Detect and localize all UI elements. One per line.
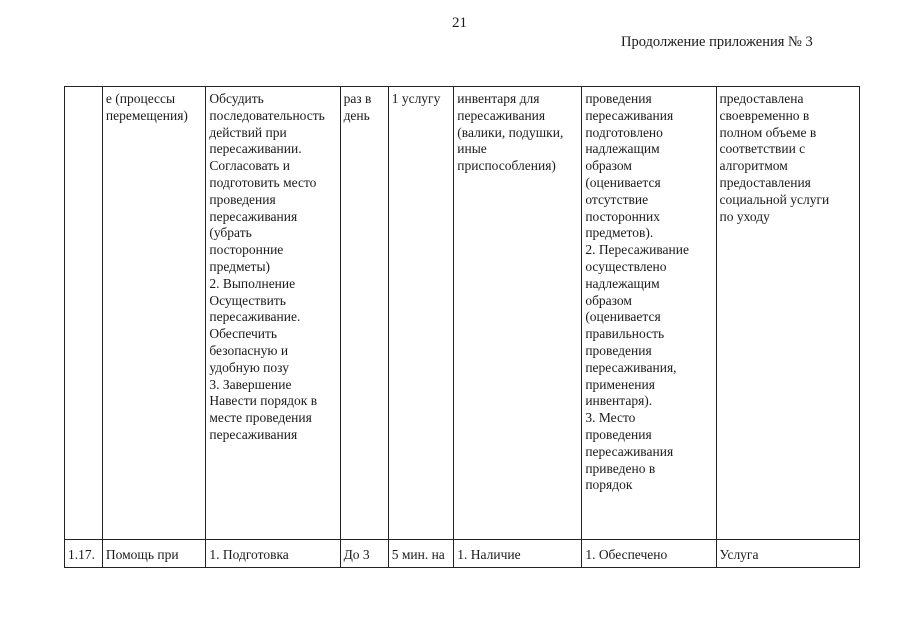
cell-quality-indicators: проведения пересаживания подготовлено надлежащим образом (оценивается отсутствие посторонних предметов). 2. Пересаживание осуществлено надлежащим образом (оценивается правильность проведения пересаживания, применения инвентаря). 3. Место проведения пересаживания приведено в порядок	[582, 87, 716, 540]
cell-frequency: До 3	[340, 540, 388, 568]
cell-number: 1.17.	[65, 540, 103, 568]
cell-service-name: Помощь при	[102, 540, 205, 568]
page-number: 21	[452, 15, 467, 31]
cell-description: 1. Подготовка	[206, 540, 340, 568]
cell-duration: 1 услугу	[388, 87, 454, 540]
table-row	[65, 87, 860, 540]
appendix-continuation-heading: Продолжение приложения № 3	[621, 34, 813, 50]
cell-number	[65, 87, 103, 540]
cell-frequency: раз в день	[340, 87, 388, 540]
cell-conditions: 1. Наличие	[454, 540, 582, 568]
services-table	[64, 86, 860, 568]
cell-description: Обсудить последовательность действий при пересаживании. Согласовать и подготовить место проведения пересаживания (убрать посторонние предметы) 2. Выполнение Осуществить пересаживание. Обеспечить безопасную и удобную позу 3. Завершение Навести порядок в месте проведения пересаживания	[206, 87, 340, 540]
cell-duration: 5 мин. на	[388, 540, 454, 568]
cell-result-evaluation: Услуга	[716, 540, 859, 568]
cell-result-evaluation: предоставлена своевременно в полном объеме в соответствии с алгоритмом предоставления социальной услуги по уходу	[716, 87, 859, 540]
cell-quality-indicators: 1. Обеспечено	[582, 540, 716, 568]
table-row	[65, 540, 860, 568]
cell-service-name: е (процессы перемещения)	[102, 87, 205, 540]
cell-conditions: инвентаря для пересаживания (валики, подушки, иные приспособления)	[454, 87, 582, 540]
